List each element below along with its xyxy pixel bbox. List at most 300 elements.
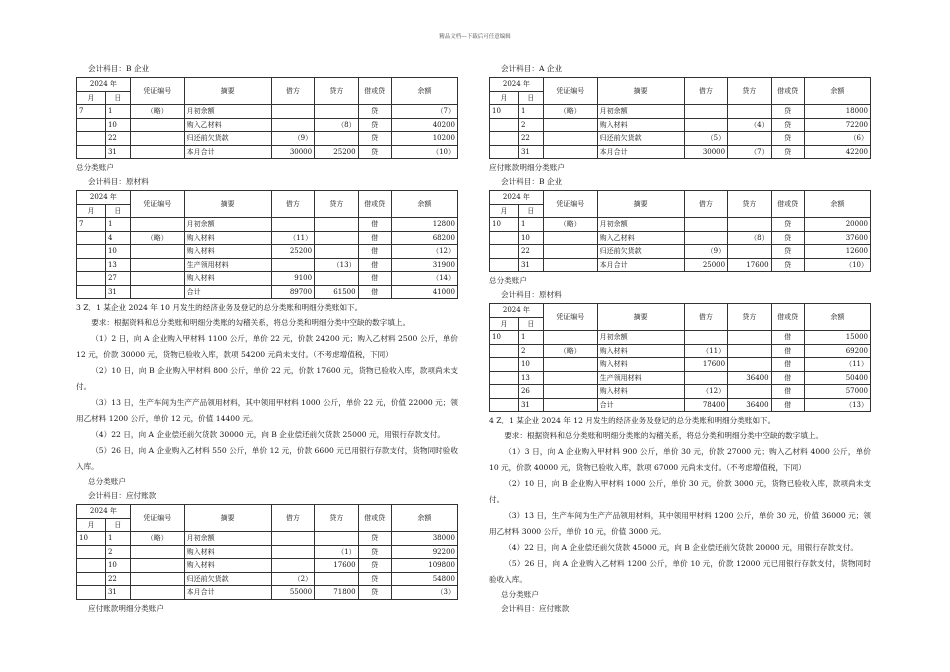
header-balance: 余额 [804,78,870,105]
transaction-3: （3）13 日，生产车间为生产产品领用材料，其中领用甲材料 1000 公斤，单价 22 元，价值 22000 元；领用乙材料 1200 公斤，单价 12 元，价值 14400 元。 [76,398,458,423]
table-cell: 57000 [804,385,870,399]
header-credit: 贷方 [728,78,771,105]
table-cell: （2） [271,572,314,586]
table-cell [543,145,597,159]
table-cell [728,331,771,345]
section-label: 总分类账户 [76,163,114,172]
header-credit: 贷方 [315,78,358,105]
table-cell: 归还前欠货款 [597,245,684,259]
table-cell: 借 [358,272,391,286]
table-row [77,272,458,286]
header-summary: 摘要 [184,78,271,105]
ledger-table [76,190,458,299]
table-cell: 55000 [271,586,314,600]
table-cell: 贷 [771,105,804,119]
account-title: 会计科目：B 企业 [88,64,150,73]
table-cell: 31 [105,586,130,600]
table-cell [271,258,314,272]
left-column [76,62,458,616]
table-cell [315,532,358,546]
table-cell: 10200 [391,132,457,146]
table-cell: 购入材料 [597,385,684,399]
exercise-heading: 4 Z．1 某企业 2024 年 12 月发生的经济业务及登记的总分类账和明细分类账如下。 [489,416,776,425]
table-cell: 贷 [771,118,804,132]
transaction-4: （4）22 日，向 A 企业偿还前欠货款 30000 元，向 B 企业偿还前欠货款 25000 元，用银行存款支付。 [91,430,445,439]
table-cell: 89700 [271,285,314,299]
section-label: 总分类账户 [88,477,126,486]
table-cell: 15000 [804,331,870,345]
header-credit: 贷方 [315,505,358,532]
table-cell: 借 [771,344,804,358]
table-cell [271,559,314,573]
table-cell: 31900 [391,258,457,272]
table-cell [490,145,519,159]
table-cell: 41000 [391,285,457,299]
header-credit: 贷方 [728,304,771,331]
table-cell: 月初余额 [184,532,271,546]
header-year: 2024 年 [490,304,544,318]
header-credit: 贷方 [728,191,771,218]
table-cell: 22 [518,132,543,146]
transaction-1: （1）3 日，向 A 企业购入甲材料 900 公斤，单价 30 元，价款 27000 元；购入乙材料 4000 公斤，单价 10 元，价款 40000 元，货物已验收入库，款项 67000 元尚未支付。（不考虑增值税，下同） [489,447,871,472]
section-label: 应付账款明细分类账户 [88,603,164,613]
header-dc: 借或贷 [771,191,804,218]
header-credit: 贷方 [315,191,358,218]
table-cell: 合计 [184,285,271,299]
table-row [490,344,871,358]
table-cell [77,272,106,286]
table-cell: 7 [77,218,106,232]
table-cell: 贷 [771,231,804,245]
header-balance: 余额 [391,191,457,218]
table-cell: 2 [105,545,130,559]
table-row [77,572,458,586]
table-cell: 78400 [684,398,727,412]
header-year: 2024 年 [490,191,544,205]
table-cell: 贷 [358,586,391,600]
table-cell: （11） [271,231,314,245]
table-cell: 17600 [684,358,727,372]
table-cell: 1 [105,218,130,232]
table-cell: 71800 [315,586,358,600]
header-day: 日 [105,518,130,532]
table-cell: 31 [518,258,543,272]
table-cell [728,105,771,119]
account-title: 会计科目：原材料 [501,290,562,299]
table-cell [77,145,106,159]
table-cell: 31 [518,145,543,159]
table-cell: 贷 [358,532,391,546]
table-cell: 生产领用材料 [597,371,684,385]
account-title: 会计科目：A 企业 [501,64,563,73]
table-cell: 25200 [271,245,314,259]
table-cell: 20000 [804,218,870,232]
exercise-heading: 3 Z．1 某企业 2024 年 10 月发生的经济业务及登记的总分类账和明细分类账如下。 [76,303,363,312]
table-cell [130,258,184,272]
table-cell [490,385,519,399]
table-cell: 12800 [391,218,457,232]
table-cell: 36400 [728,398,771,412]
table-cell [315,272,358,286]
table-cell: 72200 [804,118,870,132]
table-row [490,105,871,119]
table-cell: 生产领用材料 [184,258,271,272]
table-cell: 42200 [804,145,870,159]
table-cell: 1 [518,105,543,119]
table-cell [684,218,727,232]
header-year: 2024 年 [490,78,544,92]
table-cell [490,132,519,146]
table-cell: （9） [684,245,727,259]
table-cell [684,371,727,385]
header-dc: 借或贷 [771,78,804,105]
table-cell: （5） [684,132,727,146]
table-row [77,532,458,546]
table-cell [130,218,184,232]
table-cell [130,572,184,586]
table-cell: 贷 [771,258,804,272]
table-cell: 购入材料 [184,245,271,259]
table-cell [728,245,771,259]
table-cell [490,118,519,132]
table-cell: （7） [391,105,457,119]
table-cell [130,272,184,286]
table-cell: 17600 [728,258,771,272]
table-cell [490,258,519,272]
table-cell: （略） [543,218,597,232]
table-cell: 借 [358,231,391,245]
table-cell [315,132,358,146]
header-summary: 摘要 [184,191,271,218]
header-dc: 借或贷 [358,505,391,532]
table-cell [271,545,314,559]
header-voucher: 凭证编号 [130,191,184,218]
transaction-4: （4）22 日，向 A 企业偿还前欠货款 45000 元，向 B 企业偿还前欠货款 20000 元，用银行存款支付。 [504,543,858,552]
table-cell [543,245,597,259]
table-cell: （略） [543,344,597,358]
table-cell [490,371,519,385]
table-cell: 18000 [804,105,870,119]
table-cell: 10 [490,218,519,232]
header-day: 日 [105,204,130,218]
table-row [77,586,458,600]
table-cell: 26 [518,385,543,399]
header-summary: 摘要 [597,191,684,218]
table-header-row [490,304,871,318]
table-cell: 7 [77,105,106,119]
table-cell: 36400 [728,371,771,385]
table-cell [728,358,771,372]
table-cell: 贷 [358,572,391,586]
table-cell [315,231,358,245]
table-cell: （14） [391,272,457,286]
table-cell: 31 [518,398,543,412]
table-cell [130,559,184,573]
table-row [77,118,458,132]
header-summary: 摘要 [184,505,271,532]
table-cell: （6） [804,132,870,146]
table-cell: 借 [771,371,804,385]
table-cell: 贷 [771,245,804,259]
ledger-table [489,190,871,272]
table-cell [315,105,358,119]
table-cell [77,245,106,259]
table-cell [684,331,727,345]
table-row [490,331,871,345]
table-cell: 10 [105,559,130,573]
requirement-text: 要求：根据资料和总分类账和明细分类账的勾稽关系，将总分类和明细分类中空缺的数字填上。 [504,431,824,440]
ledger-table [489,303,871,412]
header-balance: 余额 [804,191,870,218]
table-cell: 109800 [391,559,457,573]
table-header-row [490,191,871,205]
table-cell: （略） [130,231,184,245]
table-cell [315,218,358,232]
table-row [490,218,871,232]
table-cell: 本月合计 [597,145,684,159]
table-cell: 购入材料 [184,231,271,245]
table-cell: 借 [771,385,804,399]
table-row [77,231,458,245]
account-title: 会计科目：应付账款 [501,604,570,613]
table-row [490,132,871,146]
transaction-2: （2）10 日，向 B 企业购入甲材料 1000 公斤，单价 30 元，价款 3000 元，货物已验收入库，款项尚未支付。 [489,479,871,504]
table-cell [77,545,106,559]
table-cell: 13 [518,371,543,385]
table-cell: 12600 [804,245,870,259]
table-cell: 13 [105,258,130,272]
table-cell: 30000 [271,145,314,159]
table-cell: 贷 [771,145,804,159]
right-column [489,62,871,616]
table-cell: 1 [105,105,130,119]
page-header: 精品文档---下载后可任意编辑 [439,34,511,40]
table-cell [728,218,771,232]
table-cell: 归还前欠货款 [597,132,684,146]
table-cell: 31 [105,145,130,159]
table-row [490,398,871,412]
table-cell: （1） [315,545,358,559]
table-row [77,545,458,559]
table-cell: （11） [804,358,870,372]
header-voucher: 凭证编号 [130,78,184,105]
table-row [77,132,458,146]
table-cell: 10 [105,245,130,259]
table-cell [271,218,314,232]
table-cell: 贷 [358,132,391,146]
table-cell [77,572,106,586]
transaction-5: （5）26 日，向 A 企业购入乙材料 550 公斤，单价 12 元，价款 6600 元已用银行存款支付，货物同时验收入库。 [76,446,458,471]
table-cell: 购入材料 [184,272,271,286]
table-cell: 归还前欠货款 [184,132,271,146]
table-row [490,145,871,159]
table-cell: 10 [518,231,543,245]
table-row [77,218,458,232]
table-cell: （3） [391,586,457,600]
table-cell: 购入材料 [184,559,271,573]
table-cell: 40200 [391,118,457,132]
table-cell: 月初余额 [184,218,271,232]
table-cell: 月初余额 [597,331,684,345]
table-cell [130,245,184,259]
header-day: 日 [105,91,130,105]
table-cell: （略） [543,105,597,119]
table-row [77,258,458,272]
table-cell: 购入乙材料 [597,231,684,245]
ledger-table [489,77,871,159]
transaction-5: （5）26 日，向 A 企业购入乙材料 1200 公斤，单价 10 元，价款 12000 元已用银行存款支付，货物同时验收入库。 [489,559,871,584]
table-cell: 购入材料 [597,344,684,358]
account-title: 会计科目：原材料 [88,177,149,186]
table-cell: （4） [728,118,771,132]
table-cell: 贷 [358,118,391,132]
table-cell: 1 [518,331,543,345]
table-cell [271,532,314,546]
table-cell: 月初余额 [597,218,684,232]
table-row [490,231,871,245]
ledger-table [76,504,458,600]
table-cell: 1 [105,532,130,546]
table-cell: 10 [490,331,519,345]
requirement-text: 要求：根据资料和总分类账和明细分类账的勾稽关系，将总分类和明细分类中空缺的数字填上。 [91,318,411,327]
header-year: 2024 年 [77,78,131,92]
table-cell: 69200 [804,344,870,358]
table-row [77,145,458,159]
table-cell: 61500 [315,285,358,299]
table-cell: 购入材料 [597,358,684,372]
table-cell [77,258,106,272]
table-cell [543,118,597,132]
table-cell: （9） [271,132,314,146]
table-cell: 购入乙材料 [184,118,271,132]
table-cell: （10） [804,258,870,272]
table-cell: 贷 [358,559,391,573]
header-voucher: 凭证编号 [130,505,184,532]
header-debit: 借方 [271,78,314,105]
header-debit: 借方 [684,304,727,331]
table-row [77,105,458,119]
header-month: 月 [77,518,106,532]
table-cell: 25000 [684,258,727,272]
table-row [490,245,871,259]
account-title: 会计科目：B 企业 [501,177,563,186]
table-cell: 54800 [391,572,457,586]
table-cell: 本月合计 [184,586,271,600]
header-balance: 余额 [391,78,457,105]
table-cell: 贷 [358,145,391,159]
header-day: 日 [518,91,543,105]
section-label: 总分类账户 [501,590,539,599]
table-cell [77,285,106,299]
table-cell [684,118,727,132]
table-cell: 30000 [684,145,727,159]
table-cell [490,245,519,259]
table-cell: 购入材料 [597,118,684,132]
table-cell: 借 [771,398,804,412]
table-row [490,371,871,385]
table-cell: 合计 [597,398,684,412]
table-row [77,285,458,299]
table-header-row [77,505,458,519]
table-cell: （10） [391,145,457,159]
table-cell: 购入材料 [184,545,271,559]
table-row [490,118,871,132]
header-month: 月 [77,91,106,105]
table-cell [130,145,184,159]
table-cell: 22 [105,572,130,586]
header-dc: 借或贷 [771,304,804,331]
table-cell: 借 [358,258,391,272]
table-cell: 22 [105,132,130,146]
table-cell: （12） [391,245,457,259]
transaction-2: （2）10 日，向 B 企业购入甲材料 800 公斤，单价 22 元，价款 17600 元，货物已验收入库，款项尚未支付。 [76,366,458,391]
table-cell [543,132,597,146]
table-cell: 借 [771,358,804,372]
header-year: 2024 年 [77,505,131,519]
table-cell [77,559,106,573]
table-cell: 9100 [271,272,314,286]
table-cell: 68200 [391,231,457,245]
table-cell: 贷 [358,545,391,559]
table-cell: 92200 [391,545,457,559]
header-year: 2024 年 [77,191,131,205]
table-cell: 10 [490,105,519,119]
table-cell: 月初余额 [597,105,684,119]
table-cell [77,132,106,146]
header-dc: 借或贷 [358,191,391,218]
table-cell: 月初余额 [184,105,271,119]
table-cell: 贷 [358,105,391,119]
table-cell: 31 [105,285,130,299]
table-cell [77,231,106,245]
header-voucher: 凭证编号 [543,78,597,105]
table-cell [543,371,597,385]
table-cell: 25200 [315,145,358,159]
ledger-table [76,77,458,159]
table-cell: 借 [358,245,391,259]
header-debit: 借方 [684,191,727,218]
header-debit: 借方 [271,191,314,218]
header-day: 日 [518,317,543,331]
section-label: 应付账款明细分类账户 [489,163,565,172]
section-label: 总分类账户 [489,276,527,285]
table-cell: 贷 [771,218,804,232]
table-header-row [77,191,458,205]
account-title: 会计科目：应付账款 [88,491,157,500]
table-cell: （略） [130,105,184,119]
table-cell [490,398,519,412]
table-cell [490,231,519,245]
table-cell [130,285,184,299]
transaction-3: （3）13 日，生产车间为生产产品领用材料，其中领用甲材料 1200 公斤，单价 30 元，价值 36000 元；领用乙材料 3000 公斤，单价 10 元，价值 3000 元。 [489,511,871,536]
table-row [77,245,458,259]
table-cell [684,105,727,119]
table-cell [315,245,358,259]
table-cell: 22 [518,245,543,259]
table-cell: 50400 [804,371,870,385]
table-cell [728,132,771,146]
table-cell: 1 [518,218,543,232]
header-month: 月 [490,317,519,331]
table-row [77,559,458,573]
table-cell [490,358,519,372]
table-cell [130,586,184,600]
table-cell: 归还前欠货款 [184,572,271,586]
table-cell [77,118,106,132]
table-cell: 借 [358,285,391,299]
table-row [490,358,871,372]
table-cell: （8） [728,231,771,245]
